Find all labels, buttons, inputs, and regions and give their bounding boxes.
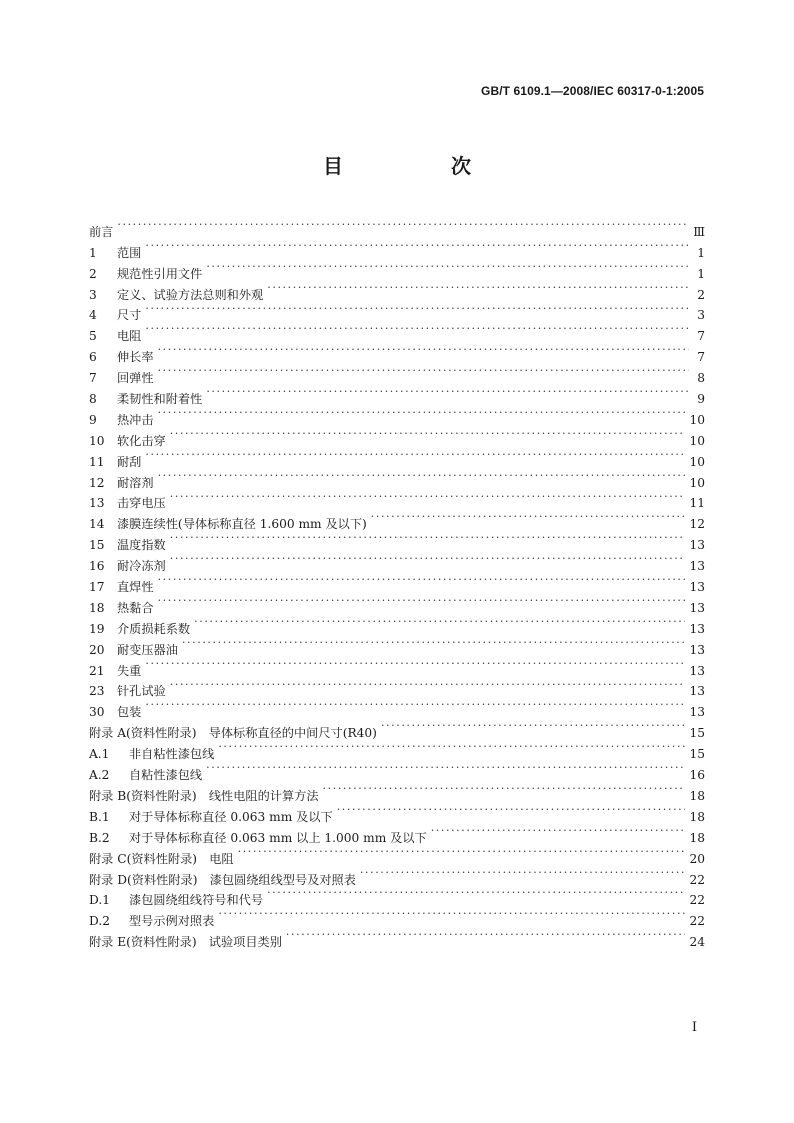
toc-entry-label: 耐刮 (117, 454, 142, 469)
toc-dot-leader (170, 675, 686, 696)
toc-entry-page: 16 (689, 768, 705, 783)
toc-entry-page: 10 (689, 454, 705, 469)
toc-entry-number: 6 (89, 350, 97, 365)
toc-dot-leader (158, 570, 686, 591)
toc-entry-page: 13 (689, 684, 705, 699)
toc-entry-number: A.1 (89, 747, 110, 762)
toc-dot-leader (145, 445, 685, 466)
toc-entry-label: 非自粘性漆包线 (129, 747, 215, 762)
toc-dot-leader (206, 382, 689, 403)
toc-entry-page: 10 (689, 475, 705, 490)
toc-entry-label: 柔韧性和附着性 (117, 392, 203, 407)
toc-dot-leader (267, 884, 685, 905)
toc-entry-page: 13 (689, 600, 705, 615)
toc-entry-label: 耐溶剂 (117, 475, 154, 490)
toc-entry-number: 8 (89, 392, 97, 407)
toc-entry-page: 10 (689, 412, 705, 427)
toc-entry-number: 16 (89, 559, 105, 574)
toc-dot-leader (218, 737, 685, 758)
toc-dot-leader (267, 278, 689, 299)
toc-dot-leader (170, 528, 686, 549)
toc-entry-label: 对于导体标称直径 0.063 mm 以上 1.000 mm 及以下 (129, 830, 427, 845)
toc-entry-label: 包装 (117, 705, 142, 720)
toc-entry-label: 漆膜连续性(导体标称直径 1.600 mm 及以下) (117, 517, 367, 532)
toc-entry-label: 电阻 (117, 329, 142, 344)
toc-dot-leader (117, 215, 689, 236)
toc-entry-label: 自粘性漆包线 (129, 768, 203, 783)
toc-entry-page: 24 (689, 935, 705, 950)
toc-entry-number: 13 (89, 496, 105, 511)
toc-entry-number: 14 (89, 517, 105, 532)
toc-entry-page: 13 (689, 621, 705, 636)
toc-entry-page: 3 (697, 308, 705, 323)
toc-entry-label: 附录 E(资料性附录) 试验项目类别 (89, 935, 282, 950)
toc-entry-page: 2 (697, 287, 705, 302)
toc-dot-leader (286, 925, 686, 946)
toc-dot-leader (337, 800, 686, 821)
toc-entry-number: D.1 (89, 893, 110, 908)
toc-entry-page: 15 (689, 726, 705, 741)
toc-entry-label: 附录 B(资料性附录) 线性电阻的计算方法 (89, 788, 319, 803)
toc-entry-number: 21 (89, 663, 105, 678)
toc-dot-leader (206, 257, 689, 278)
toc-dot-leader (170, 549, 686, 570)
toc-entry-page: Ⅲ (693, 224, 705, 239)
toc-entry[interactable] (89, 445, 705, 469)
toc-entry-number: 18 (89, 600, 105, 615)
toc-dot-leader (238, 842, 686, 863)
toc-entry[interactable] (89, 487, 705, 511)
toc-entry-label: 软化击穿 (117, 433, 166, 448)
toc-entry-number: 15 (89, 538, 105, 553)
toc-entry-number: 23 (89, 684, 105, 699)
toc-entry-page: 13 (689, 642, 705, 657)
standard-number: GB/T 6109.1—2008/IEC 60317-0-1:2005 (481, 84, 704, 98)
toc-entry-page: 18 (689, 809, 705, 824)
toc-entry-label: 附录 D(资料性附录) 漆包圆绕组线型号及对照表 (89, 872, 356, 887)
toc-entry-label: 失重 (117, 663, 142, 678)
toc-dot-leader (158, 361, 689, 382)
toc-entry-page: 18 (689, 788, 705, 803)
toc-entry-label: 对于导体标称直径 0.063 mm 及以下 (129, 809, 333, 824)
toc-entry-page: 7 (697, 350, 705, 365)
toc-dot-leader (145, 319, 689, 340)
page-title: 目 次 (323, 154, 515, 178)
toc-entry-label: 伸长率 (117, 350, 154, 365)
toc-entry-label: 附录 C(资料性附录) 电阻 (89, 851, 234, 866)
toc-entry[interactable] (89, 528, 705, 553)
toc-entry[interactable] (89, 319, 705, 344)
toc-entry-page: 1 (697, 266, 705, 281)
toc-entry-label: 漆包圆绕组线符号和代号 (129, 893, 264, 908)
toc-entry-label: 针孔试验 (117, 684, 166, 699)
toc-dot-leader (170, 424, 686, 445)
toc-entry-label: 介质损耗系数 (117, 621, 191, 636)
toc-entry-page: 13 (689, 580, 705, 595)
toc-entry[interactable] (89, 570, 705, 595)
toc-entry-number: A.2 (89, 768, 110, 783)
toc-entry-number: 19 (89, 621, 105, 636)
toc-dot-leader (194, 612, 685, 633)
toc-entry-number: 12 (89, 475, 105, 490)
toc-entry[interactable] (89, 675, 705, 699)
toc-entry-label: 尺寸 (117, 308, 142, 323)
toc-entry[interactable] (89, 236, 705, 260)
toc-dot-leader (431, 821, 686, 842)
toc-entry[interactable] (89, 382, 705, 407)
toc-entry[interactable] (89, 257, 705, 281)
toc-entry[interactable] (89, 695, 705, 720)
toc-dot-leader (218, 904, 685, 925)
toc-entry-page: 13 (689, 663, 705, 678)
toc-dot-leader (323, 779, 686, 800)
toc-entry-number: 1 (89, 245, 97, 260)
toc-dot-leader (158, 466, 686, 487)
toc-entry-label: 热冲击 (117, 412, 154, 427)
toc-entry-number: B.2 (89, 830, 110, 845)
toc-entry-label: 耐冷冻剂 (117, 559, 166, 574)
toc-entry[interactable] (89, 591, 705, 615)
toc-dot-leader (371, 507, 686, 528)
toc-entry-number: B.1 (89, 809, 110, 824)
toc-entry-number: 9 (89, 412, 97, 427)
toc-dot-leader (182, 633, 686, 654)
toc-entry[interactable] (89, 340, 705, 365)
toc-entry[interactable] (89, 424, 705, 448)
toc-entry-number: 4 (89, 308, 97, 323)
toc-entry[interactable] (89, 549, 705, 574)
toc-entry-number: 7 (89, 371, 97, 386)
toc-entry-label: 规范性引用文件 (117, 266, 203, 281)
toc-dot-leader (145, 654, 685, 675)
toc-entry[interactable] (89, 466, 705, 490)
toc-entry-page: 9 (697, 392, 705, 407)
toc-entry-page: 22 (689, 893, 705, 908)
toc-entry-label: 热黏合 (117, 600, 154, 615)
toc-entry-page: 13 (689, 538, 705, 553)
toc-entry-number: 10 (89, 433, 105, 448)
page-number: I (691, 1020, 697, 1035)
toc-entry-page: 11 (689, 496, 705, 511)
toc-entry-page: 22 (689, 872, 705, 887)
toc-entry-page: 18 (689, 830, 705, 845)
toc-entry-label: 前言 (89, 224, 114, 239)
toc-entry-number: 30 (89, 705, 105, 720)
toc-entry-label: 回弹性 (117, 371, 154, 386)
toc-entry-number: 20 (89, 642, 105, 657)
toc-entry-label: 击穿电压 (117, 496, 166, 511)
toc-entry-number: D.2 (89, 914, 110, 929)
toc-dot-leader (145, 299, 689, 320)
toc-dot-leader (158, 340, 689, 361)
toc-entry-label: 耐变压器油 (117, 642, 178, 657)
toc-entry-page: 22 (689, 914, 705, 929)
toc-entry-page: 13 (689, 559, 705, 574)
toc-entry-page: 7 (697, 329, 705, 344)
toc-entry-label: 定义、试验方法总则和外观 (117, 287, 264, 302)
toc-entry-number: 5 (89, 329, 97, 344)
toc-entry[interactable] (89, 403, 705, 427)
toc-entry-number: 11 (89, 454, 105, 469)
toc-entry-page: 20 (689, 851, 705, 866)
toc-dot-leader (145, 695, 685, 716)
toc-entry-page: 15 (689, 747, 705, 762)
toc-entry[interactable] (89, 612, 705, 636)
toc-dot-leader (158, 403, 686, 424)
toc-entry[interactable] (89, 633, 705, 657)
toc-entry-label: 型号示例对照表 (129, 914, 215, 929)
toc-entry-page: 10 (689, 433, 705, 448)
toc-entry-page: 13 (689, 705, 705, 720)
toc-entry-page: 12 (689, 517, 705, 532)
toc-entry-number: 3 (89, 287, 97, 302)
toc-entry-label: 附录 A(资料性附录) 导体标称直径的中间尺寸(R40) (89, 726, 377, 741)
toc-entry-page: 8 (697, 371, 705, 386)
toc-entry-label: 温度指数 (117, 538, 166, 553)
toc-dot-leader (360, 863, 686, 884)
toc-entry-number: 17 (89, 580, 105, 595)
toc-entry-label: 范围 (117, 245, 142, 260)
toc-entry[interactable] (89, 507, 705, 532)
toc-entry[interactable] (89, 215, 705, 239)
toc-entry-number: 2 (89, 266, 97, 281)
toc-dot-leader (145, 236, 689, 257)
toc-dot-leader (381, 716, 686, 737)
toc-entry[interactable] (89, 716, 705, 741)
toc-entry-page: 1 (697, 245, 705, 260)
table-of-contents (89, 215, 705, 950)
toc-entry[interactable] (89, 654, 705, 678)
toc-entry[interactable] (89, 299, 705, 323)
toc-entry-label: 直焊性 (117, 580, 154, 595)
toc-dot-leader (158, 591, 686, 612)
toc-dot-leader (206, 758, 685, 779)
toc-entry[interactable] (89, 361, 705, 386)
toc-dot-leader (170, 487, 686, 508)
